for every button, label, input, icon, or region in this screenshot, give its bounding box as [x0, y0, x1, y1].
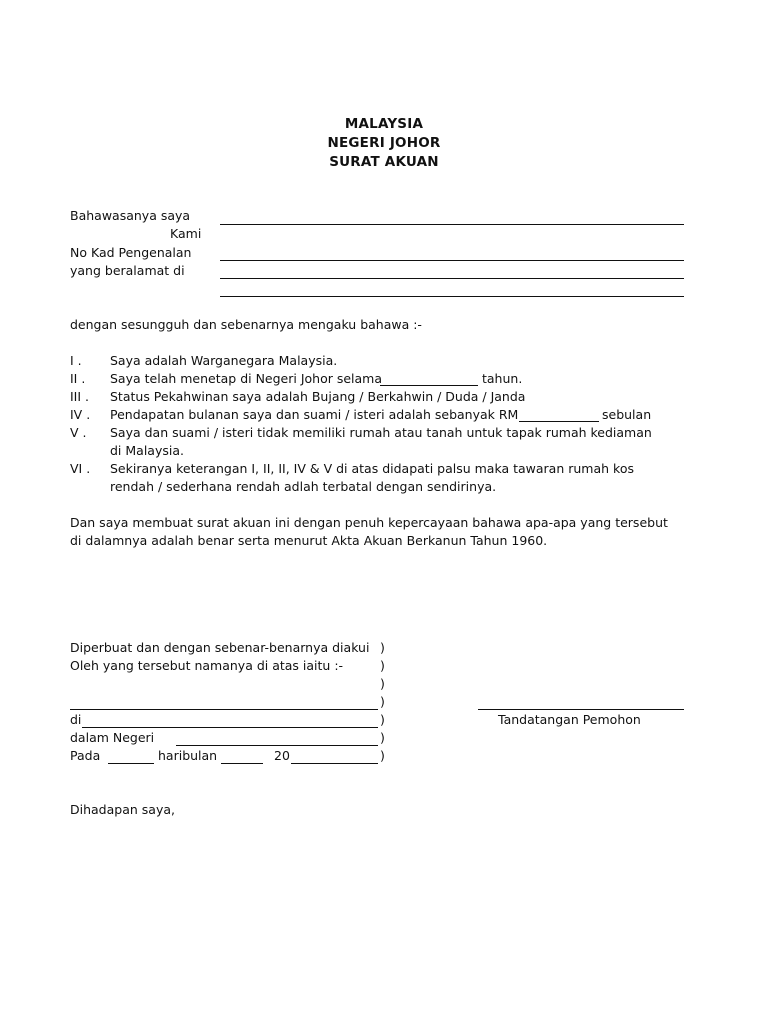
- witness-label: Dihadapan saya,: [70, 802, 175, 817]
- bracket: ): [380, 748, 385, 763]
- statement-no-property: Saya dan suami / isteri tidak memiliki rumah atau tanah untuk tapak rumah kediaman: [110, 425, 652, 440]
- statement-income-text: Pendapatan bulanan saya dan suami / isteri adalah sebanyak RM: [110, 407, 519, 422]
- statement-number: V .: [70, 425, 87, 440]
- bracket: ): [380, 640, 385, 655]
- heading-document-title: SURAT AKUAN: [329, 154, 439, 170]
- signature-field-line[interactable]: [478, 709, 684, 710]
- statement-false-info-cont: rendah / sederhana rendah adlah terbatal dengan sendirinya.: [110, 479, 497, 494]
- heading-country: MALAYSIA: [344, 116, 424, 132]
- kami-label: Kami: [170, 226, 202, 241]
- statement-number: I .: [70, 353, 82, 368]
- bracket: ): [380, 712, 385, 727]
- ic-number-field-line[interactable]: [220, 260, 684, 261]
- bahawasanya-label: Bahawasanya saya: [70, 208, 191, 223]
- date-pada-label: Pada: [70, 748, 101, 763]
- declarant-name-field-line[interactable]: [70, 709, 378, 710]
- ic-number-label: No Kad Pengenalan: [70, 245, 192, 260]
- address-field-line-2[interactable]: [220, 296, 684, 297]
- statement-residence-suffix: tahun.: [482, 371, 523, 386]
- income-amount-field-line[interactable]: [519, 421, 599, 422]
- statement-false-info: Sekiranya keterangan I, II, II, IV & V di atas didapati palsu maka tawaran rumah kos: [110, 461, 634, 476]
- bracket: ): [380, 730, 385, 745]
- bracket: ): [380, 676, 385, 691]
- signature-caption: Tandatangan Pemohon: [498, 712, 641, 727]
- month-field-line[interactable]: [221, 763, 263, 764]
- day-field-line[interactable]: [108, 763, 154, 764]
- year-field-line[interactable]: [291, 763, 378, 764]
- declaration-line-2: di dalamnya adalah benar serta menurut Akta Akuan Berkanun Tahun 1960.: [70, 533, 548, 548]
- signing-named-text: Oleh yang tersebut namanya di atas iaitu :-: [70, 658, 344, 673]
- residence-years-field-line[interactable]: [380, 385, 478, 386]
- bracket: ): [380, 658, 385, 673]
- address-label: yang beralamat di: [70, 263, 185, 278]
- state-label: dalam Negeri: [70, 730, 155, 745]
- statement-number: III .: [70, 389, 90, 404]
- statement-no-property-cont: di Malaysia.: [110, 443, 184, 458]
- year-prefix-label: 20: [274, 748, 290, 763]
- state-field-line[interactable]: [176, 745, 378, 746]
- name-field-line[interactable]: [220, 224, 684, 225]
- bracket: ): [380, 694, 385, 709]
- signing-declared-text: Diperbuat dan dengan sebenar-benarnya diakui: [70, 640, 370, 655]
- intro-text: dengan sesungguh dan sebenarnya mengaku bahawa :-: [70, 317, 422, 332]
- statement-citizenship: Saya adalah Warganegara Malaysia.: [110, 353, 338, 368]
- place-label: di: [70, 712, 82, 727]
- address-field-line-1[interactable]: [220, 278, 684, 279]
- statement-number: VI .: [70, 461, 91, 476]
- haribulan-label: haribulan: [158, 748, 218, 763]
- statement-residence-text: Saya telah menetap di Negeri Johor selama: [110, 371, 383, 386]
- statement-number: IV .: [70, 407, 91, 422]
- heading-state: NEGERI JOHOR: [327, 135, 441, 151]
- declaration-line-1: Dan saya membuat surat akuan ini dengan penuh kepercayaan bahawa apa-apa yang tersebut: [70, 515, 668, 530]
- statement-number: II .: [70, 371, 86, 386]
- statement-marital-status: Status Pekahwinan saya adalah Bujang / Berkahwin / Duda / Janda: [110, 389, 526, 404]
- place-field-line[interactable]: [82, 727, 378, 728]
- statement-income-suffix: sebulan: [602, 407, 652, 422]
